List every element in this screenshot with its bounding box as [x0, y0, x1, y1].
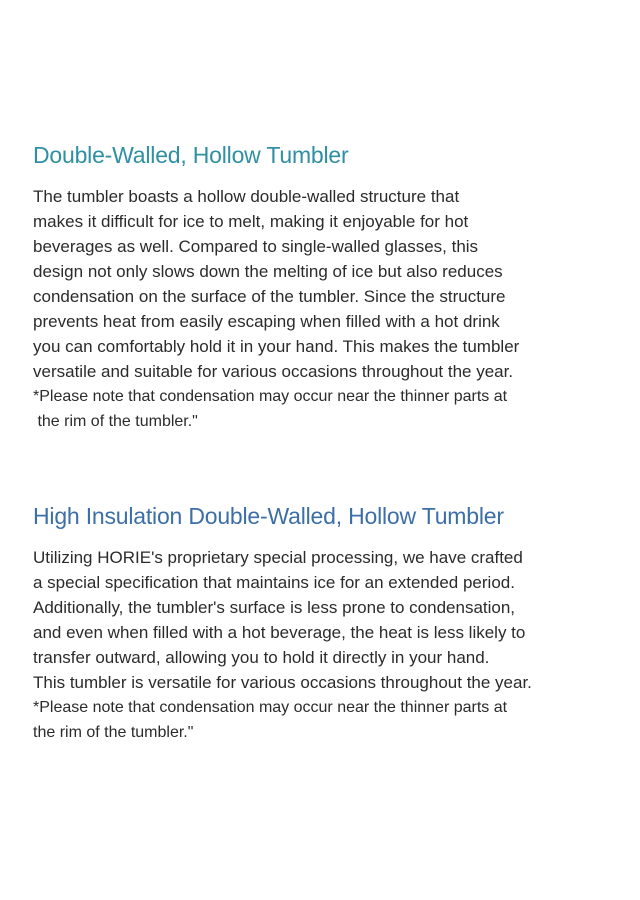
body-line: versatile and suitable for various occasions throughout the year.	[33, 362, 514, 381]
body-line: The tumbler boasts a hollow double-walled structure that	[33, 187, 460, 206]
body-line: you can comfortably hold it in your hand. This makes the tumbler	[33, 337, 520, 356]
body-line: makes it difficult for ice to melt, making it enjoyable for hot	[33, 212, 469, 231]
section-double-walled	[33, 140, 623, 434]
note-line: the rim of the tumbler."	[33, 413, 198, 430]
body-line: and even when filled with a hot beverage, the heat is less likely to	[33, 623, 526, 642]
body-line: This tumbler is versatile for various occasions throughout the year.	[33, 673, 532, 692]
body-line: condensation on the surface of the tumbler. Since the structure	[33, 287, 506, 306]
body-line: Utilizing HORIE's proprietary special processing, we have crafted	[33, 548, 523, 567]
note-line: the rim of the tumbler."	[33, 724, 194, 741]
section-body	[33, 184, 623, 434]
section-body	[33, 545, 623, 745]
body-line: transfer outward, allowing you to hold it directly in your hand.	[33, 648, 490, 667]
section-heading: Double-Walled, Hollow Tumbler	[33, 142, 349, 168]
body-line: a special specification that maintains ice for an extended period.	[33, 573, 515, 592]
section-high-insulation	[33, 501, 623, 745]
body-line: Additionally, the tumbler's surface is less prone to condensation,	[33, 598, 516, 617]
note-line: *Please note that condensation may occur near the thinner parts at	[33, 388, 508, 405]
body-line: prevents heat from easily escaping when filled with a hot drink	[33, 312, 500, 331]
body-line: design not only slows down the melting of ice but also reduces	[33, 262, 503, 281]
section-heading: High Insulation Double-Walled, Hollow Tumbler	[33, 503, 504, 529]
note-line: *Please note that condensation may occur near the thinner parts at	[33, 699, 508, 716]
body-line: beverages as well. Compared to single-walled glasses, this	[33, 237, 479, 256]
